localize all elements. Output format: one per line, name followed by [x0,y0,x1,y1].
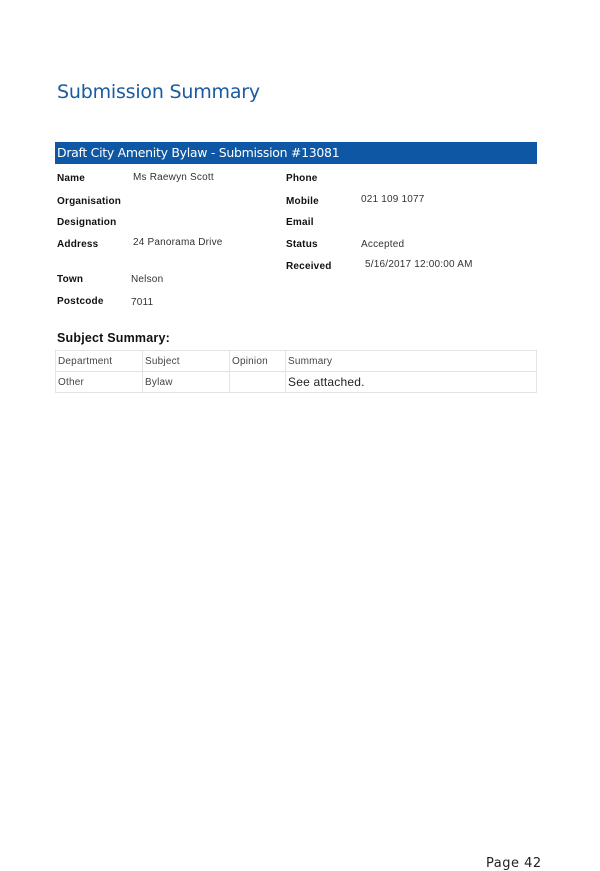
column-header: Subject [143,351,230,372]
mobile-value: 021 109 1077 [361,194,425,205]
subject-summary-heading: Subject Summary: [57,331,170,345]
email-label: Email [286,217,314,228]
submission-banner: Draft City Amenity Bylaw - Submission #13081 [55,142,537,164]
address-label: Address [57,239,99,250]
page-title: Submission Summary [57,81,260,103]
column-header: Opinion [230,351,286,372]
page-number: Page 42 [486,856,542,871]
table-cell-department: Other [56,372,143,393]
postcode-value: 7011 [131,297,154,308]
postcode-label: Postcode [57,296,104,307]
received-label: Received [286,261,332,272]
mobile-label: Mobile [286,196,319,207]
designation-label: Designation [57,217,117,228]
table-row [56,372,537,393]
table-cell-subject: Bylaw [143,372,230,393]
status-label: Status [286,239,318,250]
subject-summary-table [55,350,537,393]
name-value: Ms Raewyn Scott [133,172,214,183]
received-value: 5/16/2017 12:00:00 AM [365,259,473,270]
table-cell-summary: See attached. [286,372,537,393]
town-value: Nelson [131,274,164,285]
town-label: Town [57,274,84,285]
address-value: 24 Panorama Drive [133,237,223,248]
table-header-row [56,351,537,372]
column-header: Department [56,351,143,372]
organisation-label: Organisation [57,196,122,207]
name-label: Name [57,173,86,184]
status-value: Accepted [361,239,405,250]
phone-label: Phone [286,173,318,184]
column-header: Summary [286,351,537,372]
table-cell-opinion [230,372,286,393]
